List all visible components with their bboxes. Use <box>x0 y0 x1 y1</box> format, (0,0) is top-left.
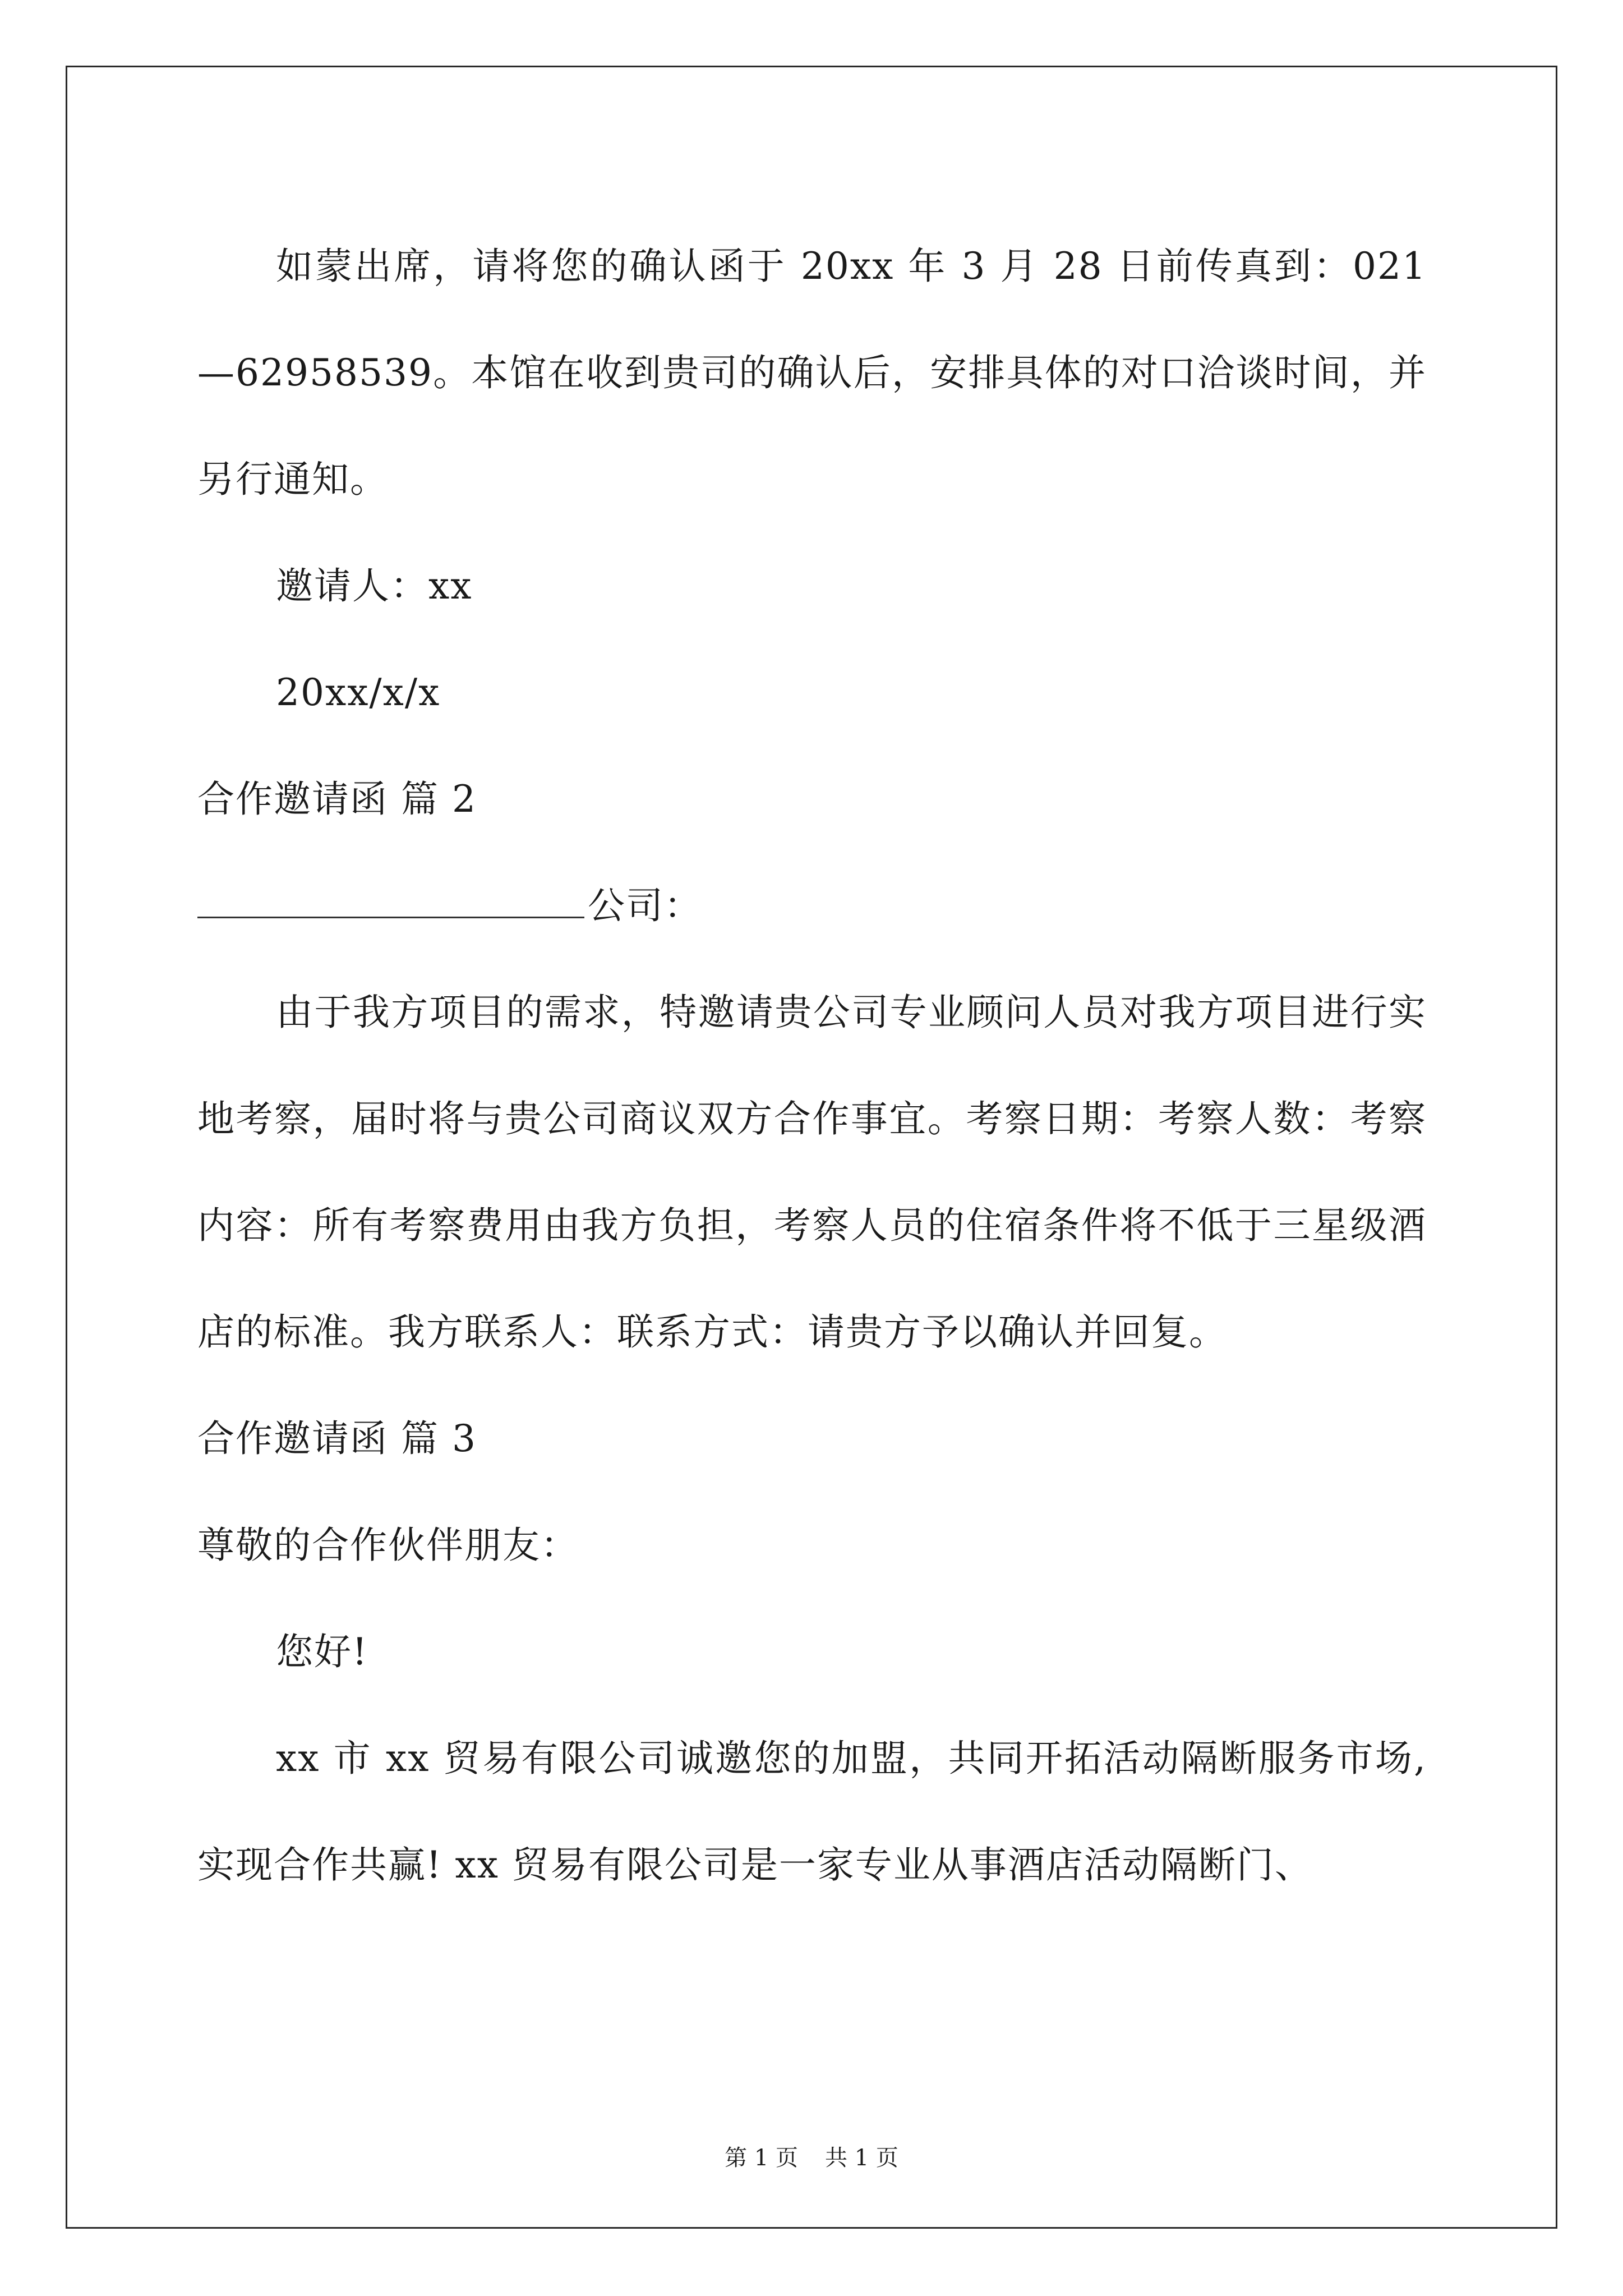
paragraph-date: 20xx/x/x <box>276 671 441 714</box>
paragraph-inspection-invitation: 由于我方项目的需求，特邀请贵公司专业顾问人员对我方项目进行实地考察，届时将与贵公司商议双方合作事宜。考察日期：考察人数：考察内容：所有考察费用由我方负担，考察人员的住宿条件将不低于三星级酒店的标准。我方联系人：联系方式：请贵方予以确认并回复。 <box>197 991 1427 1354</box>
paragraph-company-salutation <box>197 853 1427 959</box>
page-total: 共 1 页 <box>825 2145 898 2171</box>
paragraph-company-intro: xx 市 xx 贸易有限公司诚邀您的加盟，共同开拓活动隔断服务市场,实现合作共赢! xx 贸易有限公司是一家专业从事酒店活动隔断门、 <box>197 1737 1427 1887</box>
paragraph-greeting: 您好! <box>276 1630 368 1673</box>
paragraph-inviter: 邀请人：xx <box>276 564 473 608</box>
page-number: 第 1 页 <box>725 2145 798 2171</box>
paragraph-salutation: 尊敬的合作伙伴朋友： <box>197 1524 579 1567</box>
company-label: 公司： <box>588 884 702 927</box>
page-footer <box>0 2140 1623 2172</box>
fill-in-blank-line <box>197 877 584 918</box>
paragraph-confirmation: 如蒙出席，请将您的确认函于 20xx 年 3 月 28 日前传真到：021—62958539。本馆在收到贵司的确认后，安排具体的对口洽谈时间，并另行通知。 <box>197 245 1427 501</box>
section-heading-2: 合作邀请函 篇 2 <box>197 777 477 821</box>
document-body <box>197 213 1427 1918</box>
section-heading-3: 合作邀请函 篇 3 <box>197 1417 477 1460</box>
